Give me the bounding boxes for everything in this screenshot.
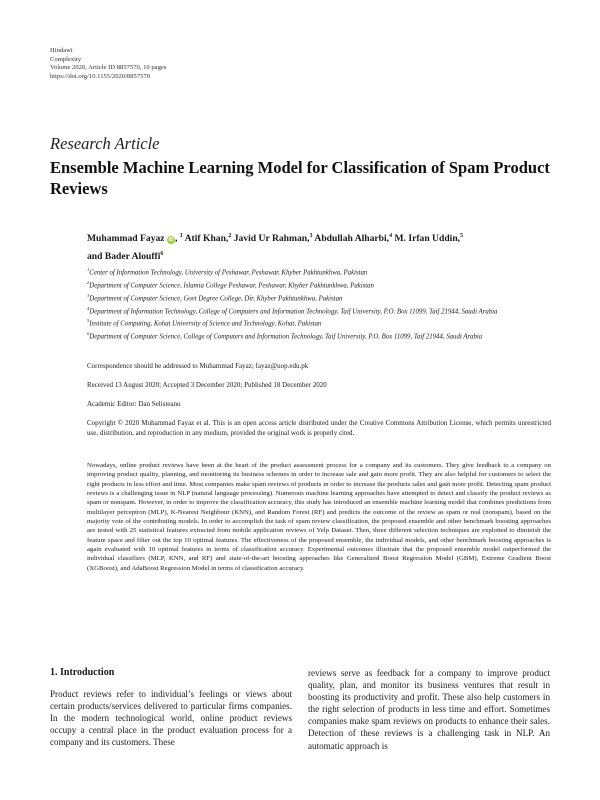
- affiliation-item: $^5$Institute of Computing, Kohat University of Science and Technology, Kohat, Pakistan: [87, 318, 322, 328]
- author-4[interactable]: Abdullah Alharbi,$^4$: [314, 233, 393, 245]
- affiliation-list: [87, 265, 557, 342]
- affiliation-item: $^6$Department of Computer Science, College of Computers and Information Technology, Taif University, P.O. Box 11099, Taif 21944, Saudi Arabia: [87, 331, 483, 341]
- author-6[interactable]: and Bader Alouffi$^6$: [87, 250, 164, 262]
- affiliation-item: $^2$Department of Computer Science, Islamia College Peshawar, Peshawar, Khyber Pakhtunkhwa, Pakistan: [87, 279, 374, 290]
- section-heading-introduction: 1. Introduction: [50, 667, 115, 678]
- affiliation-item: $^1$Center of Information Technology, University of Peshawar, Peshawar, Khyber Pakhtunkhwa, Pakistan: [87, 267, 368, 277]
- academic-editor: Academic Editor: Dan Selisteanu: [87, 400, 181, 408]
- publication-dates: Received 13 August 2020; Accepted 3 December 2020; Published 18 December 2020: [87, 381, 327, 389]
- abstract: Nowadays, online product reviews have been at the heart of the product assessment process for a company and its customers. They give feedback to a company on improving product quality, planning, and monitoring its business schemes in order to increase sale and gain more profit. They are also helpful for customers to select the right products in less effort and time. Most companies make spam reviews of products in order to increase the products sales and gain more profit. Detecting spam product reviews is a challenging issue in NLP (natural language processing). Numerous machine learning approaches have attempted to detect and classify the product reviews as spam or nonspam. However, in order to improve the classification accuracy, this study has introduced an ensemble machine learning model that combines predictions from multilayer perceptron (MLP), K-Nearest Neighbour (KNN), and Random Forest (RF) and predicts the outcome of the review as spam or real (nonspam), based on the majority vote of the contributing models. In order to accomplish the task of spam review classification, the proposed ensemble and other benchmark boosting approaches are tested with 25 statistical features extracted from mobile application reviews of Yelp Dataset. Then, three different selection techniques are exploited to diminish the feature space and filter out the top 10 optimal features. The effectiveness of the proposed ensemble, the individual models, and other benchmark boosting approaches is again evaluated with 10 optimal features in terms of classification accuracy. Experimental outcomes illustrate that the proposed ensemble model outperformed the individual classifiers (MLP, KNN, and RF) and state-of-the-art boosting approaches like Generalized Boost Regression Model (GBM), Extreme Gradient Boost (XGBoost), and AdaBoost Regression Model in terms of classification accuracy.: [87, 462, 551, 572]
- doi-link[interactable]: https://doi.org/10.1155/2020/8857570: [50, 72, 151, 80]
- journal-volume: Volume 2020, Article ID 8857570, 10 pages: [50, 64, 167, 72]
- paper-title: Ensemble Machine Learning Model for Classification of Spam Product Reviews: [50, 158, 550, 198]
- publisher-name: Hindawi: [50, 47, 73, 54]
- affiliation-item: $^4$Department of Information Technology, College of Computers and Information Technology, Taif University, P.O. Box 11099, Taif 21944, Saudi Arabia: [87, 305, 498, 315]
- author-1[interactable]: Muhammad Fayaz iD , $^1$: [87, 233, 183, 245]
- author-list: [87, 229, 557, 264]
- intro-column-right: reviews serve as feedback for a company to improve product quality, plan, and monitor its business ventures that result in boosting its productivity and profit. These also help customers in the right selection of products in less time and effort. Sometimes companies make spam reviews on products to enhance their sales. Detection of these reviews is a challenging task in NLP. An automatic approach is: [308, 668, 550, 751]
- journal-name: Complexity: [50, 55, 82, 63]
- correspondence: Correspondence should be addressed to Muhammad Fayaz; fayaz@uop.edu.pk: [87, 362, 309, 370]
- article-type: Research Article: [50, 134, 160, 153]
- affiliation-item: $^3$Department of Computer Science, Govt Degree College, Dir, Khyber Pakhtunkhwa, Pakistan: [87, 292, 343, 302]
- author-2[interactable]: Atif Khan,$^2$: [184, 233, 232, 245]
- author-3[interactable]: Javid Ur Rahman,$^3$: [233, 233, 313, 245]
- author-5[interactable]: M. Irfan Uddin,$^5$: [394, 233, 464, 245]
- intro-column-left: Product reviews refer to individual’s feelings or views about certain products/services delivered to particular firms companies. In the modern technological world, online product reviews occupy a central place in the product evaluation process for a company and its customers. These: [50, 689, 292, 748]
- copyright-notice: Copyright © 2020 Muhammad Fayaz et al. This is an open access article distributed under the Creative Commons Attribution License, which permits unrestricted use, distribution, and reproduction in any medium, provided the original work is properly cited.: [87, 419, 551, 437]
- orcid-icon[interactable]: iD: [168, 237, 174, 244]
- journal-header: [50, 47, 166, 81]
